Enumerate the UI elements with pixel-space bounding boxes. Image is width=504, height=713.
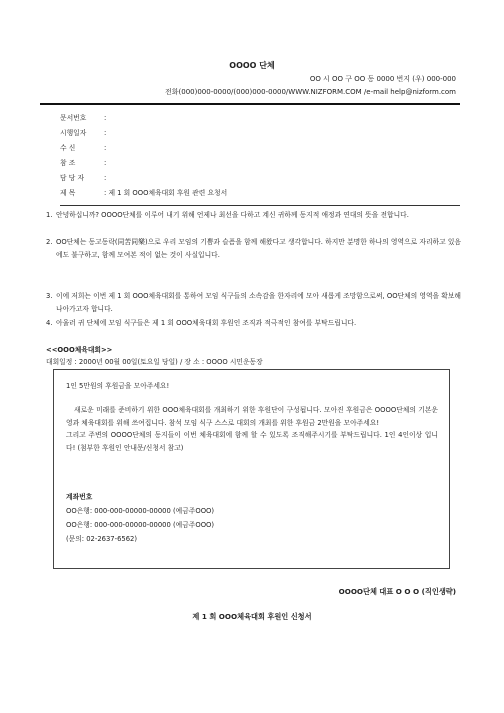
meta-value: : — [104, 174, 107, 182]
paragraph-number: 1. — [46, 211, 53, 219]
paragraph-4 — [46, 317, 461, 330]
section-title: <<OOO체육대회>> — [46, 346, 113, 354]
donation-box-title: 1인 5만원의 후원금을 모아주세요! — [66, 382, 170, 390]
meta-label: 문서번호 — [60, 114, 87, 122]
application-form-title: 제 1 회 OOO체육대회 후원인 신청서 — [192, 612, 312, 621]
meta-label: 시행일자 — [60, 129, 87, 137]
donation-paragraph: 그리고 주변의 OOOO단체의 동지들이 이번 체육대회에 함께 할 수 있도록 조직해주시기를 부탁드립니다. 1인 4인이상 입니다! (첨부한 후원인 안내문/신청서 참고) — [66, 431, 438, 452]
meta-value: : — [104, 114, 107, 122]
signer: OOOO단체 대표 O O O (직인생략) — [338, 587, 456, 596]
paragraph-3 — [46, 290, 461, 316]
inquiry-phone: (문의: 02-2637-6562) — [66, 535, 138, 543]
paragraph-text: 아울러 귀 단체에 모임 식구들은 제 1 회 OOO체육대회 후원인 조직과 적극적인 참여를 부탁드립니다. — [56, 319, 357, 327]
paragraph-number: 3. — [46, 292, 53, 300]
contact-line: 전화(000)000-0000/(000)000-0000/WWW.NIZFORM.COM /e-mail help@nizform.com — [165, 88, 456, 96]
meta-recipient — [60, 142, 106, 152]
paragraph-2 — [46, 236, 461, 262]
bank-account: OO은행: 000-000-00000-00000 (예금주OOO) — [66, 521, 215, 529]
meta-value: : 제 1 회 OOO체육대회 후원 관련 요청서 — [104, 189, 228, 197]
meta-reference — [60, 157, 106, 167]
paragraph-text: 이에 저희는 이번 제 1 회 OOO체육대회를 통하여 모임 식구들의 소속감을 한자리에 모아 새롭게 조망함으로써, OO단체의 영역을 확보해 나아가고자 합니다. — [56, 292, 461, 313]
donation-paragraph: 새로운 미래를 준비하기 위한 OOO체육대회를 개최하기 위한 후원단이 구성됩니다. 모아진 후원금은 OOOO단체의 기본운영과 체육대회를 위해 쓰여집니다. 참석 모임 식구 스스로 대회의 개최를 위한 후원금 2만원을 모아주세요! — [66, 406, 438, 427]
meta-value: : — [104, 159, 107, 167]
meta-label: 제 목 — [60, 189, 76, 197]
meta-issue-date — [60, 127, 106, 137]
donation-box-body — [66, 404, 438, 454]
paragraph-number: 2. — [46, 238, 53, 246]
organization-title: OOOO 단체 — [229, 61, 275, 70]
donation-box — [53, 369, 450, 569]
subject-divider — [60, 205, 460, 206]
bank-account: OO은행: 000-000-00000-00000 (예금주OOO) — [66, 507, 215, 515]
meta-label: 담 당 자 — [60, 174, 85, 182]
meta-label: 수 신 — [60, 144, 76, 152]
paragraph-number: 4. — [46, 319, 53, 327]
event-schedule: 대회일정 : 2000년 00월 00일(토요일 당일) / 장 소 : OOOO 시민운동장 — [46, 358, 263, 366]
meta-value: : — [104, 144, 107, 152]
meta-subject — [60, 187, 227, 197]
meta-document-number — [60, 112, 106, 122]
meta-manager — [60, 172, 106, 182]
header-divider — [40, 103, 460, 105]
address-line: OO 시 OO 구 OO 동 0000 번지 (우) 000-000 — [309, 75, 456, 83]
paragraph-text: OO단체는 동고동락(同苦同樂)으로 우리 모임의 기쁨과 슬픔을 함께 해왔다고 생각합니다. 하지만 분명한 하나의 영역으로 자리하고 있음에도 불구하고, 함께 모여본 적이 없는 것이 사실입니다. — [56, 238, 461, 259]
meta-value: : — [104, 129, 107, 137]
meta-label: 참 조 — [60, 159, 76, 167]
accounts-title: 계좌번호 — [66, 493, 93, 501]
paragraph-1 — [46, 209, 461, 222]
paragraph-text: 안녕하십니까? OOOO단체를 이루어 내기 위해 언제나 최선을 다하고 계신 귀하께 동지적 애정과 연대의 뜻을 전합니다. — [56, 211, 409, 219]
